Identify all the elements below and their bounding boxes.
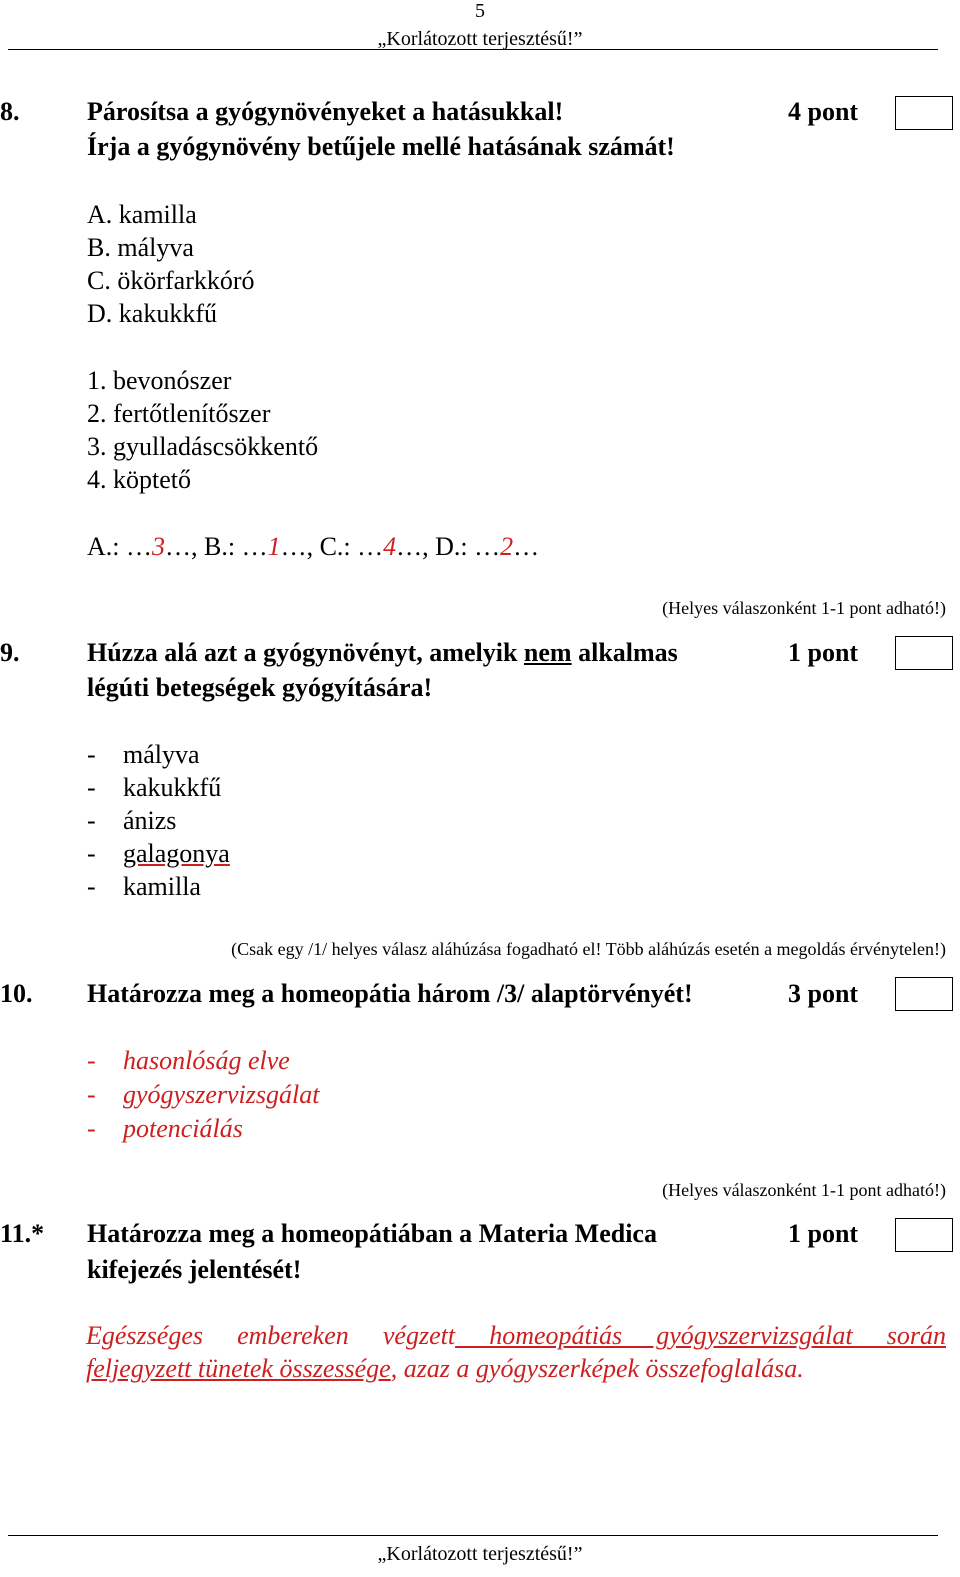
q8-answer-a-label: A.: … <box>87 532 152 561</box>
q11-number: 11.* <box>0 1219 45 1248</box>
q8-answer-b-label: …, B.: … <box>165 532 268 561</box>
q8-effect-4: 4. köptető <box>87 465 191 494</box>
q9-title-line1 <box>87 638 678 668</box>
q9-title-pre: Húzza alá azt a gyógynövényt, amelyik <box>87 638 524 667</box>
q10-dash: - <box>87 1080 96 1109</box>
q10-answer-label: potenciálás <box>123 1114 243 1143</box>
q8-score-box <box>895 96 953 130</box>
header-rule <box>8 49 938 50</box>
page-number: 5 <box>475 0 485 22</box>
q9-option-5 <box>87 872 201 902</box>
q9-number: 9. <box>0 638 20 667</box>
q8-plant-a: A. kamilla <box>87 200 197 229</box>
q8-title-line2: Írja a gyógynövény betűjele mellé hatásának számát! <box>87 132 675 161</box>
q8-effect-3: 3. gyulladáscsökkentő <box>87 432 319 461</box>
q9-title-underlined: nem <box>523 638 572 667</box>
q10-answer-3 <box>87 1114 243 1144</box>
q9-dash: - <box>87 839 96 868</box>
q10-scoring-note: (Helyes válaszonként 1-1 pont adható!) <box>662 1180 946 1200</box>
q8-plant-c: C. ökörfarkkóró <box>87 266 255 295</box>
q11-answer-line2 <box>86 1354 804 1384</box>
q9-option-3 <box>87 806 176 836</box>
q8-answer-c-label: …, C.: … <box>280 532 384 561</box>
q10-answer-2 <box>87 1080 319 1110</box>
q8-answer-b: 1 <box>267 532 281 561</box>
q10-dash: - <box>87 1046 96 1075</box>
q8-answer-c: 4 <box>383 532 397 561</box>
header-restriction: „Korlátozott terjesztésű!” <box>377 28 583 50</box>
q11-title-line1: Határozza meg a homeopátiában a Materia Medica <box>87 1219 657 1248</box>
q11-answer-line1 <box>86 1321 946 1351</box>
q10-answer-1 <box>87 1046 290 1076</box>
q9-dash: - <box>87 740 96 769</box>
q9-title-line2: légúti betegségek gyógyítására! <box>87 673 433 702</box>
q8-plant-d: D. kakukkfű <box>87 299 217 328</box>
q8-points: 4 pont <box>788 97 859 126</box>
q8-title-line1: Párosítsa a gyógynövényeket a hatásukkal! <box>87 97 564 126</box>
q9-dash: - <box>87 872 96 901</box>
q9-option-label: kamilla <box>123 872 201 901</box>
q11-answer-l1-plain: Egészséges embereken végzett <box>86 1321 456 1350</box>
q8-plant-b: B. mályva <box>87 233 194 262</box>
q8-scoring-note: (Helyes válaszonként 1-1 pont adható!) <box>662 598 946 618</box>
q9-dash: - <box>87 773 96 802</box>
q10-score-box <box>895 977 953 1011</box>
q9-scoring-note: (Csak egy /1/ helyes válasz aláhúzása fogadható el! Több aláhúzás esetén a megoldás érvénytelen!) <box>231 939 946 959</box>
q8-effect-1: 1. bevonószer <box>87 366 232 395</box>
q9-option-label: ánizs <box>123 806 177 835</box>
q9-title-post: alkalmas <box>571 638 678 667</box>
q11-points: 1 pont <box>788 1219 859 1248</box>
q10-points: 3 pont <box>788 979 859 1008</box>
q11-title-line2: kifejezés jelentését! <box>87 1255 302 1284</box>
q8-effect-2: 2. fertőtlenítőszer <box>87 399 271 428</box>
q9-option-label: kakukkfű <box>123 773 222 802</box>
q10-answer-label: gyógyszervizsgálat <box>123 1080 320 1109</box>
footer-rule <box>8 1535 938 1536</box>
q9-option-label-selected: galagonya <box>123 839 230 868</box>
q11-answer-l2-plain: , azaz a gyógyszerképek összefoglalása. <box>390 1354 804 1383</box>
q8-answer-a: 3 <box>152 532 165 561</box>
q10-answer-label: hasonlóság elve <box>123 1046 290 1075</box>
q10-number: 10. <box>0 979 33 1008</box>
q11-score-box <box>895 1218 953 1252</box>
q9-score-box <box>895 636 953 670</box>
q9-points: 1 pont <box>788 638 859 667</box>
q10-dash: - <box>87 1114 96 1143</box>
q9-option-4 <box>87 839 230 869</box>
q8-number: 8. <box>0 97 20 126</box>
q11-answer-l2-underlined: feljegyzett tünetek összessége <box>86 1354 391 1383</box>
q9-option-1 <box>87 740 200 770</box>
q9-option-2 <box>87 773 221 803</box>
q8-answer-d-label: …, D.: … <box>396 532 501 561</box>
q11-answer-l1-underlined: homeopátiás gyógyszervizsgálat során <box>455 1321 946 1350</box>
footer-restriction: „Korlátozott terjesztésű!” <box>377 1543 583 1565</box>
q8-answer-line <box>87 532 539 562</box>
q9-dash: - <box>87 806 96 835</box>
q10-title: Határozza meg a homeopátia három /3/ alaptörvényét! <box>87 979 693 1008</box>
q9-option-label: mályva <box>123 740 200 769</box>
q8-answer-end: … <box>513 532 540 561</box>
q8-answer-d: 2 <box>500 532 514 561</box>
